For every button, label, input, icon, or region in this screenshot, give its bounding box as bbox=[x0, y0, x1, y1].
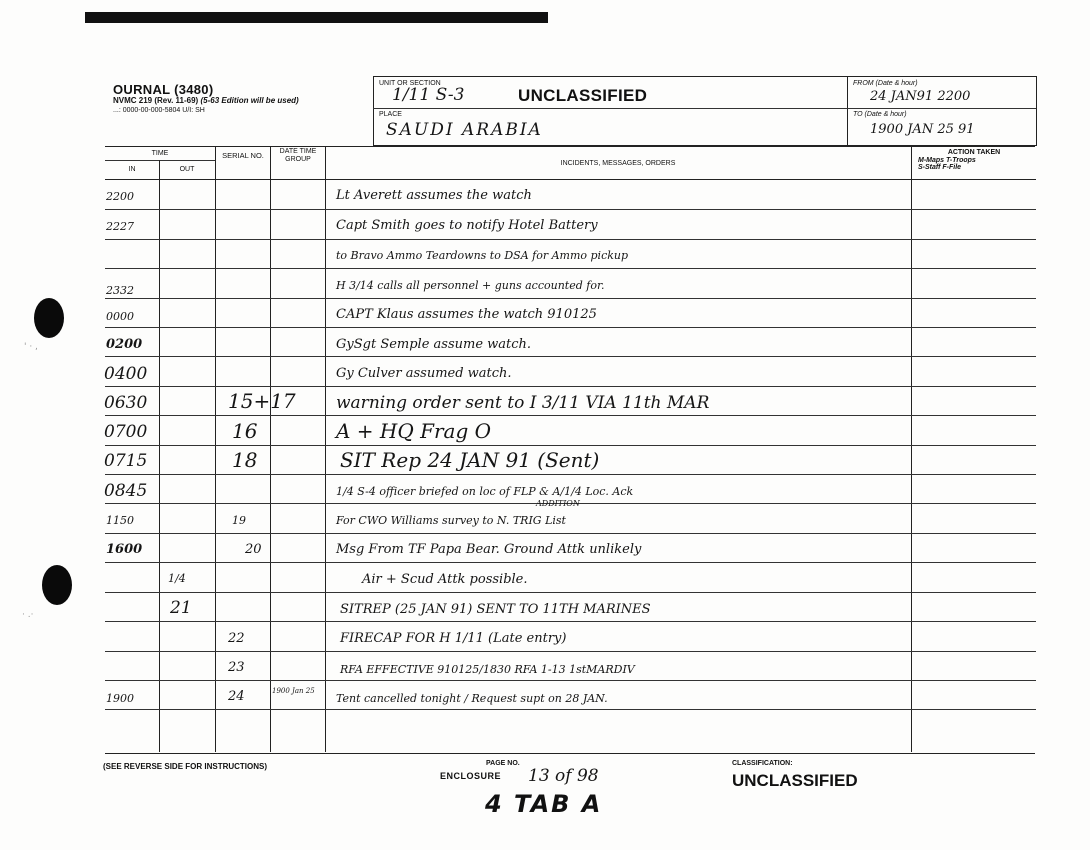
entry-in: 2227 bbox=[106, 220, 134, 233]
time-header-rule bbox=[105, 160, 215, 161]
entry-text: A + HQ Frag O bbox=[336, 419, 492, 443]
entry-serial: 19 bbox=[232, 514, 246, 527]
row-rule bbox=[105, 533, 1036, 534]
entry-serial: 22 bbox=[228, 631, 245, 646]
place-label: PLACE bbox=[379, 111, 402, 118]
row-rule bbox=[105, 327, 1036, 328]
classification-bottom: UNCLASSIFIED bbox=[732, 771, 858, 790]
row-rule bbox=[105, 621, 1036, 622]
page-number: 13 of 98 bbox=[528, 766, 599, 786]
tab-marker: 4 TAB A bbox=[485, 790, 603, 818]
to-label: TO (Date & hour) bbox=[853, 111, 907, 118]
entry-in: 1600 bbox=[106, 542, 143, 557]
entry-text: Tent cancelled tonight / Request supt on 28 JAN. bbox=[336, 692, 608, 705]
entry-in: 0200 bbox=[106, 337, 143, 352]
form-subtitle bbox=[113, 96, 299, 105]
row-rule bbox=[105, 445, 1036, 446]
entry-text: Lt Averett assumes the watch bbox=[336, 188, 532, 203]
row-rule bbox=[105, 680, 1036, 681]
entry-text: H 3/14 calls all personnel + guns accounted for. bbox=[336, 279, 605, 292]
entry-in: 0700 bbox=[104, 422, 148, 442]
incidents-header: INCIDENTS, MESSAGES, ORDERS bbox=[560, 160, 676, 167]
row-rule bbox=[105, 209, 1036, 210]
entry-in: 2200 bbox=[106, 190, 134, 203]
entry-in: 1150 bbox=[106, 514, 134, 527]
entry-serial: 24 bbox=[228, 689, 245, 704]
row-rule bbox=[105, 562, 1036, 563]
header-row-divider bbox=[373, 108, 1036, 109]
entry-dtg: 1900 Jan 25 bbox=[272, 687, 315, 695]
from-label: FROM (Date & hour) bbox=[853, 80, 918, 87]
entry-text: CAPT Klaus assumes the watch 910125 bbox=[336, 307, 597, 322]
entry-out: 21 bbox=[170, 598, 192, 618]
entry-in: 0400 bbox=[104, 364, 148, 384]
instructions-note: (SEE REVERSE SIDE FOR INSTRUCTIONS) bbox=[103, 762, 268, 771]
scan-speck: · .· bbox=[22, 610, 34, 620]
unit-value: 1/11 S-3 bbox=[392, 85, 465, 105]
entry-serial: 16 bbox=[232, 419, 258, 443]
scan-artifact-bar bbox=[85, 12, 548, 23]
header-divider bbox=[847, 76, 848, 146]
entry-text: Air + Scud Attk possible. bbox=[362, 572, 528, 587]
action-header: ACTION TAKEN bbox=[947, 149, 1001, 156]
dtg-header: DATE TIME GROUP bbox=[279, 148, 317, 163]
edition-note: (5-63 Edition will be used) bbox=[200, 96, 299, 105]
serial-header: SERIAL NO. bbox=[222, 151, 264, 160]
entry-text: SIT Rep 24 JAN 91 (Sent) bbox=[340, 448, 600, 472]
entry-in: 0000 bbox=[106, 310, 134, 323]
out-header: OUT bbox=[179, 166, 195, 173]
col-line-in-out bbox=[159, 160, 160, 752]
col-line-incidents-action bbox=[911, 146, 912, 752]
entry-in: 0715 bbox=[104, 451, 148, 471]
form-title: OURNAL (3480) bbox=[113, 82, 214, 97]
page-number-label: PAGE NO. bbox=[486, 760, 520, 767]
entry-text: FIRECAP FOR H 1/11 (Late entry) bbox=[340, 631, 567, 646]
row-rule bbox=[105, 386, 1036, 387]
entry-in: 2332 bbox=[106, 284, 134, 297]
place-value: SAUDI ARABIA bbox=[386, 120, 543, 140]
row-rule bbox=[105, 592, 1036, 593]
entry-serial: 23 bbox=[228, 660, 245, 675]
classification-top: UNCLASSIFIED bbox=[518, 86, 648, 105]
row-rule bbox=[105, 356, 1036, 357]
entry-text: Capt Smith goes to notify Hotel Battery bbox=[336, 218, 598, 233]
entry-serial: 15+17 bbox=[228, 389, 296, 413]
entry-text: warning order sent to I 3/11 VIA 11th MAR bbox=[336, 393, 710, 413]
in-header: IN bbox=[128, 166, 136, 173]
row-rule bbox=[105, 651, 1036, 652]
col-line-time-serial bbox=[215, 146, 216, 752]
entry-text: 1/4 S-4 officer briefed on loc of FLP & A/1/4 Loc. Ack bbox=[336, 485, 634, 498]
entry-text: Msg From TF Papa Bear. Ground Attk unlikely bbox=[336, 542, 642, 557]
entry-text: Gy Culver assumed watch. bbox=[336, 366, 512, 381]
entry-in: 0630 bbox=[104, 393, 148, 413]
entry-out: 1/4 bbox=[168, 572, 186, 585]
col-line-serial-dtg bbox=[270, 146, 271, 752]
entry-serial: 18 bbox=[232, 448, 258, 472]
col-line-dtg-incidents bbox=[325, 146, 326, 752]
time-header: TIME bbox=[151, 150, 169, 157]
punch-hole-bottom bbox=[42, 565, 72, 605]
action-codes-2: S-Staff F-File bbox=[918, 164, 962, 171]
scan-speck: ' · , bbox=[24, 342, 38, 352]
row-rule bbox=[105, 415, 1036, 416]
enclosure-label: ENCLOSURE bbox=[440, 771, 502, 781]
punch-hole-top bbox=[34, 298, 64, 338]
insert-note: ADDITION bbox=[536, 499, 580, 508]
from-value: 24 JAN91 2200 bbox=[870, 89, 971, 104]
row-rule bbox=[105, 239, 1036, 240]
entry-text: to Bravo Ammo Teardowns to DSA for Ammo pickup bbox=[336, 249, 629, 262]
entry-text: For CWO Williams survey to N. TRIG List bbox=[336, 514, 566, 527]
row-rule bbox=[105, 268, 1036, 269]
entry-text: RFA EFFECTIVE 910125/1830 RFA 1-13 1stMARDIV bbox=[340, 663, 635, 676]
entry-text: SITREP (25 JAN 91) SENT TO 11TH MARINES bbox=[340, 602, 651, 617]
entry-serial: 20 bbox=[245, 542, 262, 557]
row-rule bbox=[105, 298, 1036, 299]
entry-text: GySgt Semple assume watch. bbox=[336, 337, 532, 352]
to-value: 1900 JAN 25 91 bbox=[870, 122, 975, 137]
classification-label: CLASSIFICATION: bbox=[732, 760, 793, 767]
column-header-rule bbox=[105, 179, 1036, 180]
row-rule bbox=[105, 709, 1036, 710]
form-number: NVMC 219 (Rev. 11-69) bbox=[113, 96, 199, 105]
unit-label: UNIT OR SECTION bbox=[379, 80, 441, 87]
entry-in: 0845 bbox=[104, 481, 148, 501]
row-rule bbox=[105, 474, 1036, 475]
stock-number: ...: 0000-00-000-5804 U/I: SH bbox=[113, 107, 205, 114]
action-codes-1: M-Maps T-Troops bbox=[918, 157, 976, 164]
entry-in: 1900 bbox=[106, 692, 134, 705]
